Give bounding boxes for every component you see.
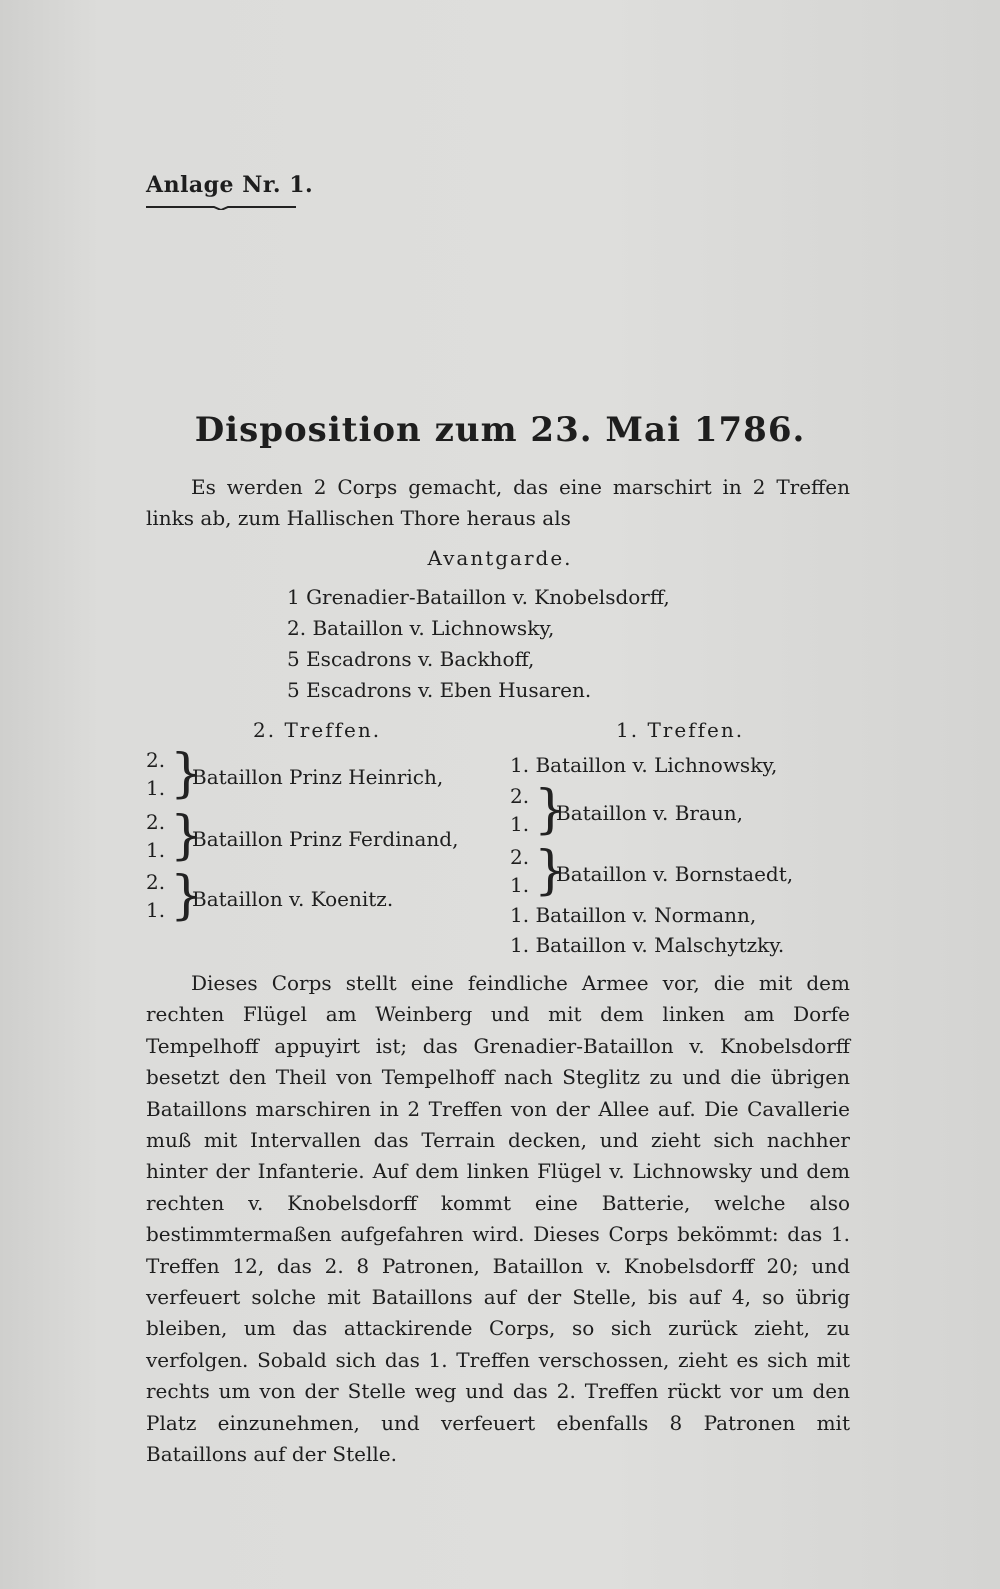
number: 1. bbox=[510, 873, 530, 897]
avantgarde-list bbox=[287, 582, 670, 706]
treffen2-heading: 2. Treffen. bbox=[253, 718, 382, 742]
treffen1-line: 1. Bataillon v. Normann, bbox=[510, 903, 757, 927]
intro-text: Es werden 2 Corps gemacht, das eine marschirt in 2 Treffen links ab, zum Hallischen Thore heraus als bbox=[146, 475, 850, 530]
group-label: Bataillon v. Koenitz. bbox=[192, 887, 394, 911]
body-text: Dieses Corps stellt eine feindliche Armee vor, die mit dem rechten Flügel am Weinberg und mit dem linken am Dorfe Tempelhoff appuyirt ist; das Grenadier-Bataillon v. Knobelsdorff besetzt den Theil von Tempelhoff nach Steglitz zu und die übrigen Bataillons marschiren in 2 Treffen von der Allee auf. Die Cavallerie muß mit Intervallen das Terrain decken, und zieht sich nachher hinter der Infanterie. Auf dem linken Flügel v. Lichnowsky und dem rechten v. Knobelsdorff kommt eine Batterie, welche also bestimmtermaßen aufgefahren wird. Dieses Corps bekömmt: das 1. Treffen 12, das 2. 8 Patronen, Bataillon v. Knobelsdorff 20; und verfeuert solche mit Bataillons auf der Stelle, bis auf 4, so übrig bleiben, um das attackirende Corps, so sich zurück zieht, zu verfolgen. Sobald sich das 1. Treffen verschossen, zieht es sich mit rechts um von der Stelle weg und das 2. Treffen rückt vor um den Platz einzunehmen, und verfeuert ebenfalls 8 Patronen mit Bataillons auf der Stelle. bbox=[146, 971, 850, 1467]
list-item: 5 Escadrons v. Backhoff, bbox=[287, 647, 535, 671]
group-numbers bbox=[510, 843, 530, 899]
list-item: 2. Bataillon v. Lichnowsky, bbox=[287, 616, 555, 640]
number: 2. bbox=[146, 748, 166, 772]
appendix-underline bbox=[146, 204, 296, 210]
list-item: 1 Grenadier-Bataillon v. Knobelsdorff, bbox=[287, 585, 670, 609]
number: 1. bbox=[146, 838, 166, 862]
treffen1-heading: 1. Treffen. bbox=[616, 718, 745, 742]
number: 1. bbox=[146, 898, 166, 922]
brace-icon: } bbox=[534, 841, 568, 901]
intro-paragraph bbox=[146, 472, 850, 534]
appendix-label: Anlage Nr. 1. bbox=[146, 172, 314, 198]
avantgarde-heading: Avantgarde. bbox=[427, 546, 573, 570]
number: 2. bbox=[146, 810, 166, 834]
number: 2. bbox=[510, 784, 530, 808]
brace-icon: } bbox=[170, 866, 204, 926]
body-paragraph bbox=[146, 968, 850, 1471]
brace-icon: } bbox=[534, 780, 568, 840]
group-numbers bbox=[510, 782, 530, 838]
group-label: Bataillon Prinz Heinrich, bbox=[192, 765, 444, 789]
group-numbers bbox=[146, 746, 166, 802]
group-numbers bbox=[146, 808, 166, 864]
number: 1. bbox=[510, 812, 530, 836]
brace-icon: } bbox=[170, 744, 204, 804]
list-item: 5 Escadrons v. Eben Husaren. bbox=[287, 678, 592, 702]
treffen1-line: 1. Bataillon v. Lichnowsky, bbox=[510, 753, 778, 777]
number: 2. bbox=[146, 870, 166, 894]
treffen1-line: 1. Bataillon v. Malschytzky. bbox=[510, 933, 785, 957]
group-label: Bataillon v. Bornstaedt, bbox=[556, 862, 794, 886]
group-label: Bataillon Prinz Ferdinand, bbox=[192, 827, 459, 851]
number: 1. bbox=[146, 776, 166, 800]
page-title: Disposition zum 23. Mai 1786. bbox=[194, 410, 806, 450]
group-numbers bbox=[146, 868, 166, 924]
group-label: Bataillon v. Braun, bbox=[556, 801, 743, 825]
brace-icon: } bbox=[170, 806, 204, 866]
number: 2. bbox=[510, 845, 530, 869]
